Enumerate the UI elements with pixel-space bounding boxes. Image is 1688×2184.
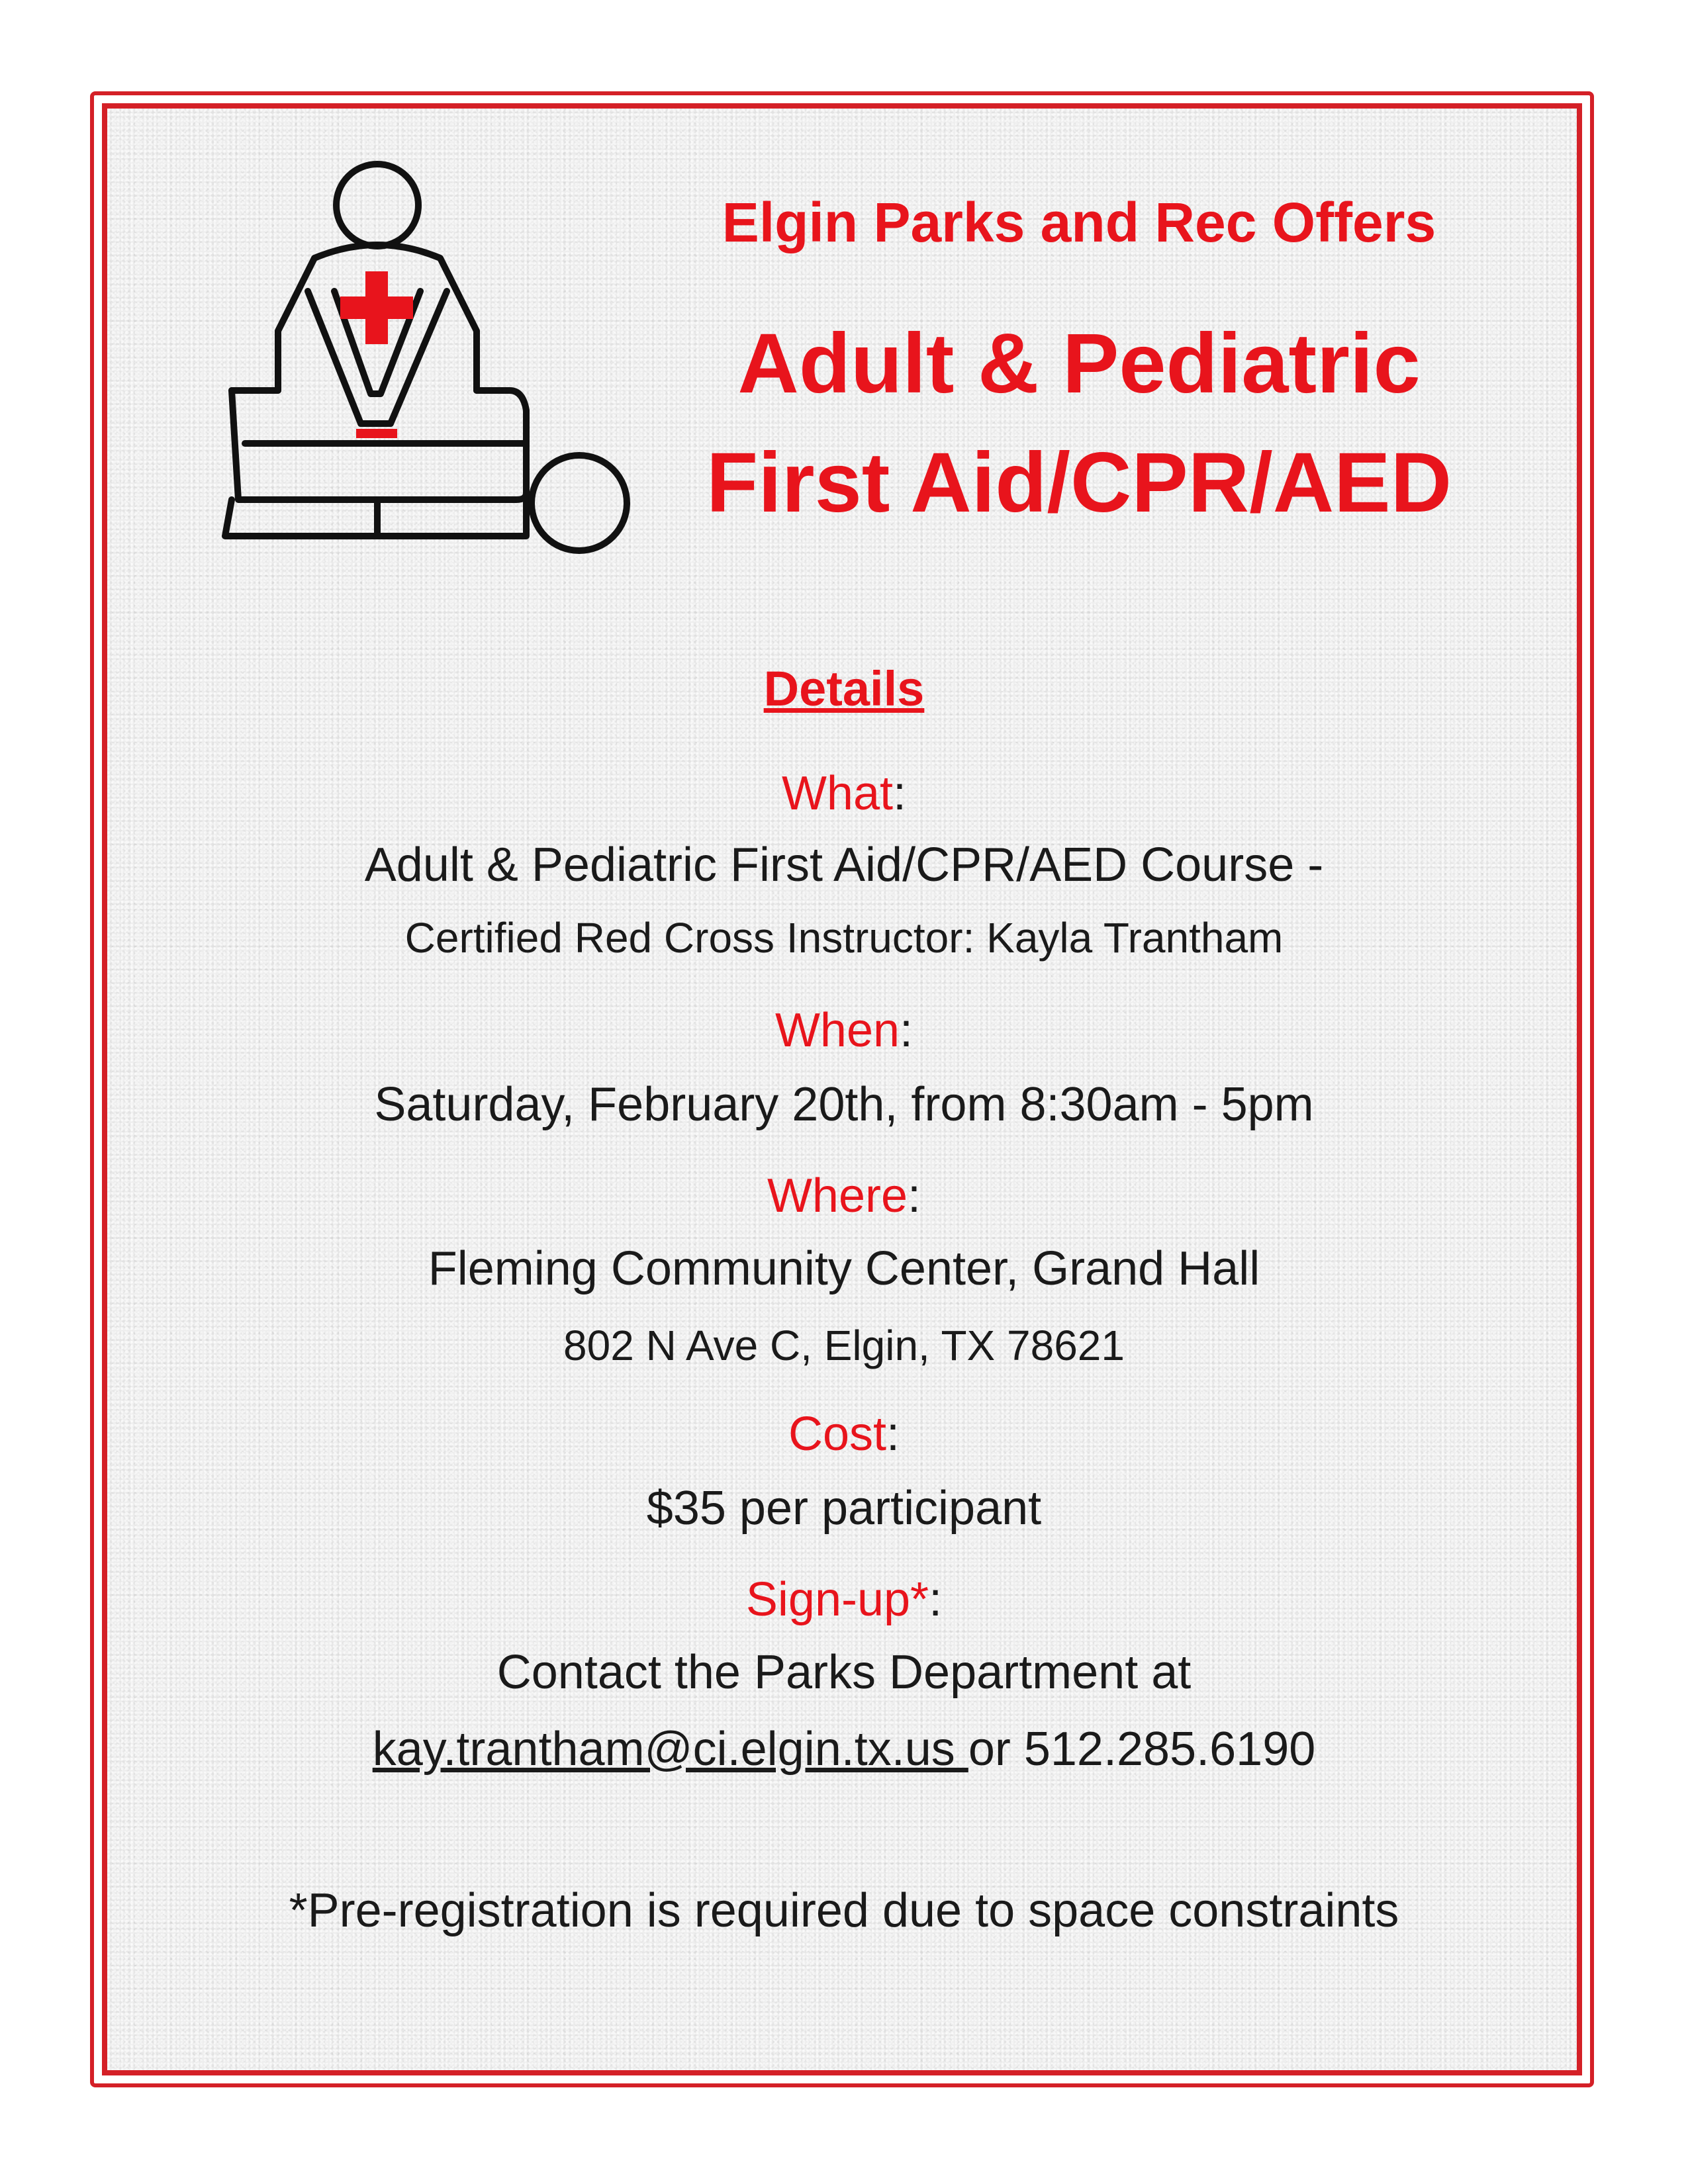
signup-label-row: Sign-up*: (745, 1573, 943, 1626)
where-address: 802 N Ave C, Elgin, TX 78621 (563, 1322, 1125, 1369)
when-date: Saturday, February 20th, from 8:30am - 5pm (374, 1078, 1314, 1131)
where-venue: Fleming Community Center, Grand Hall (428, 1242, 1260, 1295)
what-label: What (781, 767, 894, 820)
what-course: Adult & Pediatric First Aid/CPR/AED Course - (364, 839, 1324, 891)
what-instructor: Certified Red Cross Instructor: Kayla Trantham (404, 914, 1284, 962)
where-label: Where (767, 1169, 908, 1222)
cpr-compression-icon (192, 132, 655, 596)
when-label: When (774, 1004, 900, 1057)
cost-amount: $35 per participant (646, 1482, 1042, 1535)
course-title-line2: First Aid/CPR/AED (706, 435, 1452, 530)
signup-label: Sign-up* (745, 1573, 929, 1626)
cost-label-row: Cost: (788, 1408, 900, 1461)
contact-email-link[interactable]: kay.trantham@ci.elgin.tx.us (372, 1723, 968, 1776)
where-label-row: Where: (767, 1169, 921, 1222)
details-heading: Details (763, 661, 925, 716)
signup-contact: Contact the Parks Department at (496, 1646, 1192, 1699)
preregistration-note: *Pre-registration is required due to space constraints (289, 1884, 1399, 1937)
offers-heading: Elgin Parks and Rec Offers (722, 191, 1436, 253)
when-label-row: When: (774, 1004, 914, 1057)
cost-label: Cost (788, 1408, 887, 1461)
signup-contact-details (0, 1723, 1688, 1776)
contact-phone: or 512.285.6190 (968, 1723, 1316, 1776)
what-label-row: What: (781, 767, 907, 820)
course-title-line1: Adult & Pediatric (737, 316, 1421, 411)
